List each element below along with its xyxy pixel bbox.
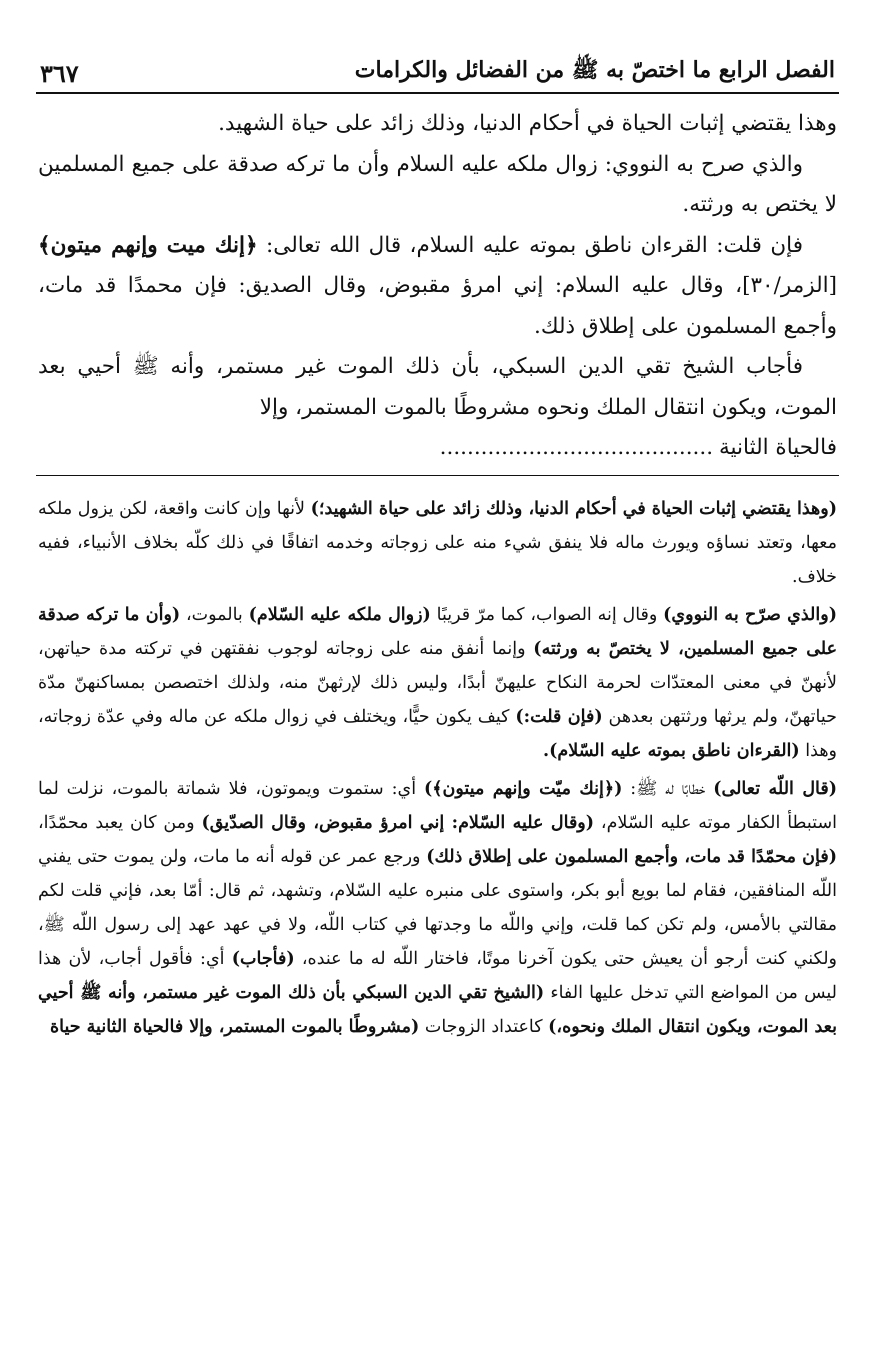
commentary-paragraph xyxy=(38,772,837,1044)
quoted-matn: (وأن ما تركه صدقة على جميع المسلمين، لا يختصّ به ورثته) xyxy=(38,604,838,659)
quoted-matn: (قال اللّه تعالى) xyxy=(713,778,838,799)
quoted-matn: (الشيخ تقي الدين السبكي بأن ذلك الموت غير مستمر، وأنه ﷺ أحيي بعد الموت، ويكون انتقال الملك ونحوه،) xyxy=(38,982,837,1037)
quoted-matn: (وقال عليه السّلام: إني امرؤ مقبوض، وقال الصدّيق) xyxy=(201,812,595,833)
chapter-title: الفصل الرابع ما اختصّ به ﷺ من الفضائل والكرامات xyxy=(354,57,835,83)
commentary-span: ورجع عمر عن قوله أنه ما مات، ولن يموت حتى يفني اللّه المنافقين، فقام لما بويع أبو بكر، واستوى على منبره عليه السّلام، وتشهد، ثم قال: أمّا بعد، فإني قلت لكم مقالتي بالأمس، ولم تكن كما قلت، وإني واللّه ما وجدتها في كتاب اللّه، ولا في عهد عهد إلى رسول اللّه ﷺ، ولكني كنت أرجو أن يعيش حتى يكون آخرنا موتًا، فاختار اللّه له ما عنده، xyxy=(38,846,837,969)
quoted-matn: (فإن قلت:) xyxy=(515,706,603,727)
quoted-matn: (فإن محمّدًا قد مات، وأجمع المسلمون على إطلاق ذلك) xyxy=(426,846,838,867)
commentary-text xyxy=(36,492,839,1044)
quoted-matn: (وهذا يقتضي إثبات الحياة في أحكام الدنيا، وذلك زائد على حياة الشهيد؛) xyxy=(310,498,838,519)
page-number: ٣٦٧ xyxy=(40,59,79,88)
main-text-span: فإن قلت: القرءان ناطق بموته عليه السلام، قال الله تعالى: xyxy=(257,232,804,258)
commentary-span: وقال إنه الصواب، كما مرّ قريبًا xyxy=(430,604,664,625)
main-paragraph xyxy=(38,226,837,348)
continuation-text: فالحياة الثانية xyxy=(719,435,837,460)
quoted-matn: (مشروطًا بالموت المستمر، وإلا فالحياة الثانية حياة xyxy=(49,1016,420,1037)
commentary-span: لأنها وإن كانت واقعة، لكن يزول ملكه معها، وتعتد نساؤه ويورث ماله فلا ينفق شيء منه على زوجاته وخدمه اتفاقًا في ذلك كلّه بخلاف الأنبياء، ففيه خلاف. xyxy=(38,498,837,587)
continuation-dots: ........................................ xyxy=(439,435,714,460)
footnote-divider xyxy=(36,475,839,476)
quoted-matn: (والذي صرّح به النووي) xyxy=(663,604,837,625)
commentary-span: أي: فأقول أجاب، لأن هذا ليس من المواضع التي تدخل عليها الفاء xyxy=(38,948,838,1003)
commentary-span: خطابًا له ﷺ: xyxy=(622,778,714,799)
main-text xyxy=(36,104,839,469)
main-paragraph: والذي صرح به النووي: زوال ملكه عليه السلام وأن ما تركه صدقة على جميع المسلمين لا يختص به ورثته. xyxy=(38,151,837,217)
commentary-span: ومن كان يعبد محمّدًا، xyxy=(38,812,202,833)
commentary-span: أي: ستموت ويموتون، فلا شماتة بالموت، نزلت لما استبطأ الكفار موته عليه السّلام، xyxy=(38,778,837,833)
commentary-span: كاعتداد الزوجات xyxy=(419,1016,549,1037)
commentary-span: كيف يكون حيًّا، ويختلف في زوال ملكه عن ماله وفي عدّة زوجاته، وهذا xyxy=(38,706,837,761)
quoted-matn: (القرءان ناطق بموته عليه السّلام). xyxy=(543,740,800,761)
commentary-paragraph xyxy=(38,598,837,768)
quoted-matn: (زوال ملكه عليه السّلام) xyxy=(248,604,431,625)
quran-verse: ﴿إنك ميت وإنهم ميتون﴾ xyxy=(38,232,258,258)
commentary-span: وإنما أنفق منه على زوجاته لوجوب نفقتهن في تركته مدة حياتهن، لأنهنّ في معنى المعتدّات لحرمة النكاح عليهنّ أبدًا، وليس ذلك لإرثهنّ منه، ولذلك اختصصن بمساكنهنّ مدّة حياتهنّ، ولم يرثها ورثتهن بعدهن xyxy=(38,638,837,727)
page-header xyxy=(36,50,839,94)
main-text-span: [الزمر/٣٠]، وقال عليه السلام: إني امرؤ مقبوض، وقال الصديق: فإن محمدًا قد مات، وأجمع المسلمون على إطلاق ذلك. xyxy=(38,273,837,339)
continuation-line xyxy=(38,428,837,469)
main-paragraph: وهذا يقتضي إثبات الحياة في أحكام الدنيا، وذلك زائد على حياة الشهيد. xyxy=(218,111,837,136)
quoted-matn: (﴿إنك ميّت وإنهم ميتون﴾) xyxy=(423,778,623,799)
main-paragraph: فأجاب الشيخ تقي الدين السبكي، بأن ذلك الموت غير مستمر، وأنه ﷺ أحيي بعد الموت، ويكون انتقال الملك ونحوه مشروطًا بالموت المستمر، وإلا xyxy=(38,354,837,420)
commentary-span: بالموت، xyxy=(180,604,249,625)
quoted-matn: (فأجاب) xyxy=(231,948,295,969)
commentary-paragraph xyxy=(38,492,837,594)
